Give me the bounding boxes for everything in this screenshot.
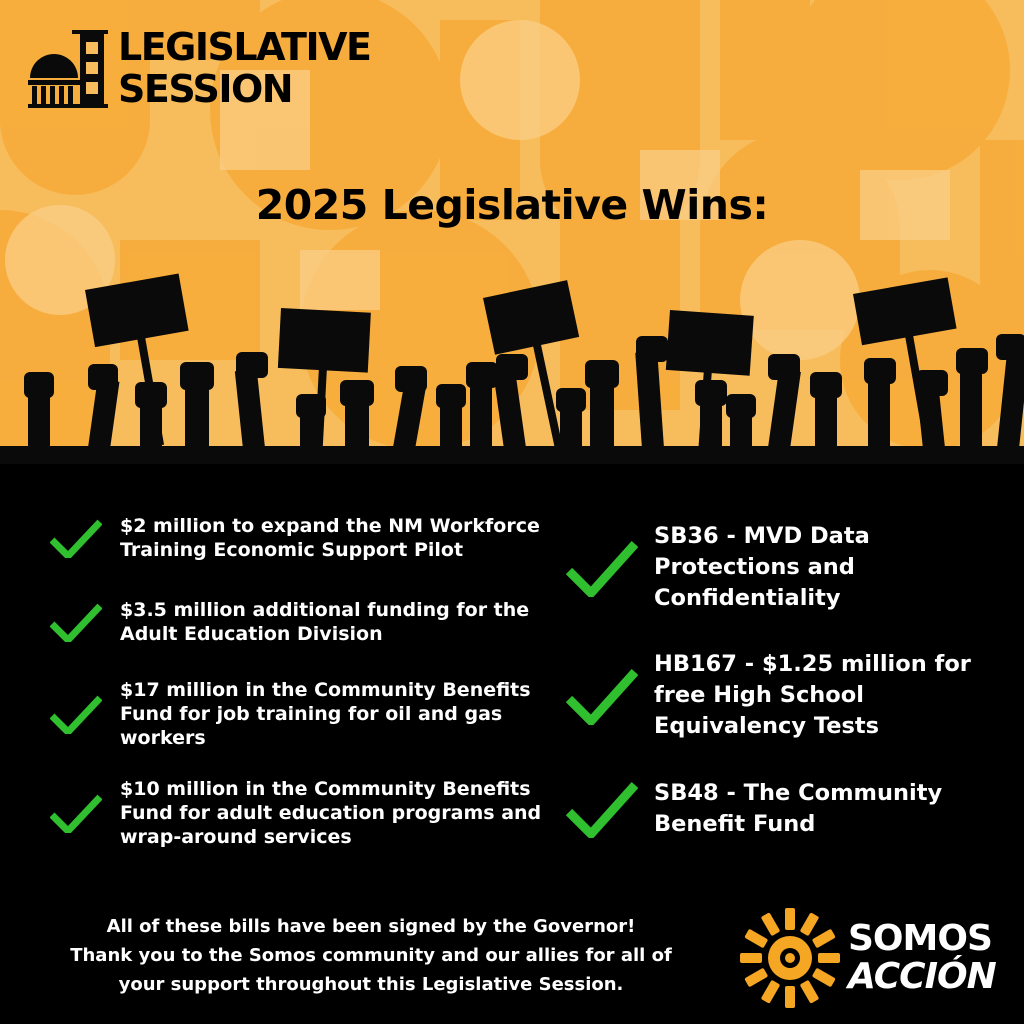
page-title: 2025 Legislative Wins: bbox=[255, 181, 769, 229]
somos-accion-logo bbox=[738, 906, 1008, 1010]
win-text: $10 million in the Community Benefits Fund for adult education programs and wrap-around services bbox=[120, 778, 542, 848]
win-text: SB36 - MVD Data Protections and Confidentiality bbox=[654, 523, 870, 611]
protest-crowd-illustration bbox=[0, 270, 1024, 464]
win-item bbox=[50, 777, 560, 849]
win-item bbox=[566, 649, 1004, 742]
logo-title-line2: SESSION bbox=[118, 67, 293, 111]
top-banner bbox=[0, 0, 1024, 464]
brand-name-line1: SOMOS bbox=[848, 918, 992, 959]
brand-name-line2: ACCIÓN bbox=[848, 956, 996, 997]
green-checkmark-icon bbox=[566, 539, 638, 597]
green-checkmark-icon bbox=[50, 694, 102, 734]
closing-line: Thank you to the Somos community and our allies for all of bbox=[70, 945, 672, 966]
capitol-building-icon bbox=[28, 28, 110, 108]
legislative-session-logo bbox=[28, 25, 371, 111]
closing-line: your support throughout this Legislative Session. bbox=[118, 974, 624, 995]
win-text: $17 million in the Community Benefits Fund for job training for oil and gas workers bbox=[120, 679, 531, 749]
green-checkmark-icon bbox=[50, 518, 102, 558]
green-checkmark-icon bbox=[566, 780, 638, 838]
green-checkmark-icon bbox=[50, 793, 102, 833]
win-text: HB167 - $1.25 million for free High School Equivalency Tests bbox=[654, 651, 971, 739]
win-item bbox=[50, 598, 560, 646]
green-checkmark-icon bbox=[50, 602, 102, 642]
sun-sunburst-icon bbox=[738, 906, 842, 1010]
win-item bbox=[566, 521, 1004, 614]
win-item bbox=[50, 678, 560, 750]
win-text: $2 million to expand the NM Workforce Training Economic Support Pilot bbox=[120, 515, 540, 561]
closing-line: All of these bills have been signed by the Governor! bbox=[106, 916, 636, 937]
win-text: SB48 - The Community Benefit Fund bbox=[654, 780, 943, 837]
closing-message bbox=[6, 912, 736, 999]
logo-title-line1: LEGISLATIVE bbox=[118, 25, 371, 69]
win-item bbox=[566, 778, 1004, 840]
green-checkmark-icon bbox=[566, 667, 638, 725]
win-text: $3.5 million additional funding for the Adult Education Division bbox=[120, 599, 530, 645]
win-item bbox=[50, 514, 560, 562]
